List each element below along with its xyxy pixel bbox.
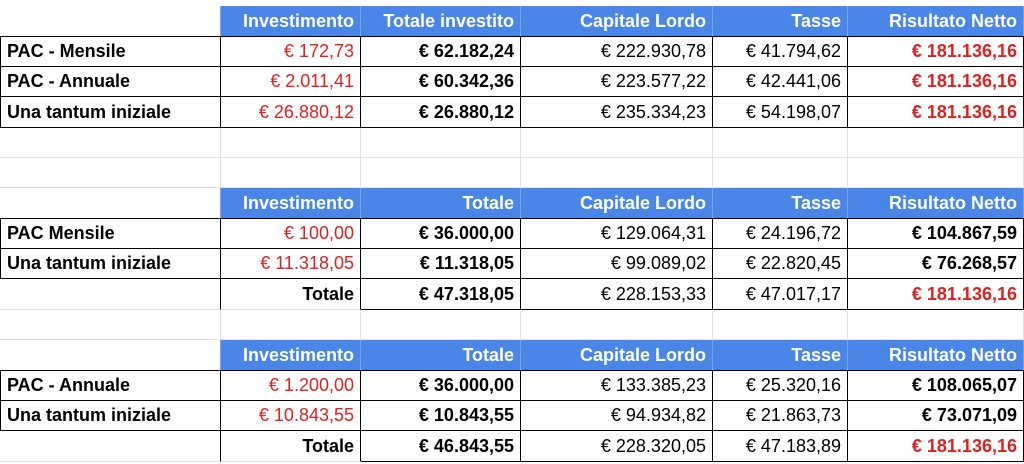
header-empty-cell[interactable] <box>0 6 221 36</box>
empty-cell[interactable] <box>221 310 361 340</box>
investimento-cell[interactable]: € 26.880,12 <box>221 97 361 128</box>
header-capitale-lordo[interactable]: Capitale Lordo <box>521 340 713 370</box>
netto-cell[interactable]: € 76.268,57 <box>848 249 1024 279</box>
total-label[interactable]: Totale <box>221 279 361 310</box>
investimento-cell[interactable]: € 11.318,05 <box>221 249 361 279</box>
tasse-cell[interactable]: € 22.820,45 <box>713 249 848 279</box>
total-row <box>0 279 1024 310</box>
table3-header-row <box>0 340 1024 370</box>
empty-cell[interactable] <box>521 310 713 340</box>
empty-cell[interactable] <box>0 310 221 340</box>
total-totale-cell[interactable]: € 46.843,55 <box>361 431 521 462</box>
capitale-cell[interactable]: € 129.064,31 <box>521 218 713 249</box>
total-netto-cell[interactable]: € 181.136,16 <box>848 279 1024 310</box>
table-row <box>0 67 1024 97</box>
empty-cell[interactable] <box>0 158 221 188</box>
netto-cell[interactable]: € 108.065,07 <box>848 370 1024 401</box>
header-tasse[interactable]: Tasse <box>713 340 848 370</box>
header-empty-cell[interactable] <box>0 188 221 218</box>
header-totale[interactable]: Totale <box>361 188 521 218</box>
header-capitale-lordo[interactable]: Capitale Lordo <box>521 188 713 218</box>
table-row <box>0 401 1024 431</box>
header-totale[interactable]: Totale <box>361 340 521 370</box>
empty-cell[interactable] <box>848 128 1024 158</box>
row-label[interactable]: Una tantum iniziale <box>0 401 221 431</box>
empty-cell[interactable] <box>521 158 713 188</box>
table-row <box>0 36 1024 67</box>
netto-cell[interactable]: € 181.136,16 <box>848 67 1024 97</box>
capitale-cell[interactable]: € 94.934,82 <box>521 401 713 431</box>
header-investimento[interactable]: Investimento <box>221 340 361 370</box>
table-row <box>0 97 1024 128</box>
empty-cell[interactable] <box>0 431 221 462</box>
total-tasse-cell[interactable]: € 47.017,17 <box>713 279 848 310</box>
netto-cell[interactable]: € 104.867,59 <box>848 218 1024 249</box>
investimento-cell[interactable]: € 2.011,41 <box>221 67 361 97</box>
total-tasse-cell[interactable]: € 47.183,89 <box>713 431 848 462</box>
empty-cell[interactable] <box>848 158 1024 188</box>
row-label[interactable]: PAC - Annuale <box>0 67 221 97</box>
header-tasse[interactable]: Tasse <box>713 188 848 218</box>
investimento-cell[interactable]: € 172,73 <box>221 36 361 67</box>
investimento-cell[interactable]: € 10.843,55 <box>221 401 361 431</box>
capitale-cell[interactable]: € 223.577,22 <box>521 67 713 97</box>
empty-cell[interactable] <box>713 158 848 188</box>
total-capitale-cell[interactable]: € 228.320,05 <box>521 431 713 462</box>
capitale-cell[interactable]: € 222.930,78 <box>521 36 713 67</box>
row-label[interactable]: Una tantum iniziale <box>0 97 221 128</box>
totale-cell[interactable]: € 11.318,05 <box>361 249 521 279</box>
table-row <box>0 249 1024 279</box>
netto-cell[interactable]: € 73.071,09 <box>848 401 1024 431</box>
empty-cell[interactable] <box>361 158 521 188</box>
row-label[interactable]: PAC Mensile <box>0 218 221 249</box>
investimento-cell[interactable]: € 1.200,00 <box>221 370 361 401</box>
investimento-cell[interactable]: € 100,00 <box>221 218 361 249</box>
totale-cell[interactable]: € 60.342,36 <box>361 67 521 97</box>
header-risultato-netto[interactable]: Risultato Netto <box>848 340 1024 370</box>
empty-cell[interactable] <box>361 128 521 158</box>
empty-cell[interactable] <box>0 128 221 158</box>
netto-cell[interactable]: € 181.136,16 <box>848 97 1024 128</box>
empty-cell[interactable] <box>221 158 361 188</box>
row-label[interactable]: Una tantum iniziale <box>0 249 221 279</box>
table-row <box>0 218 1024 249</box>
header-capitale-lordo[interactable]: Capitale Lordo <box>521 6 713 36</box>
header-investimento[interactable]: Investimento <box>221 6 361 36</box>
header-tasse[interactable]: Tasse <box>713 6 848 36</box>
header-risultato-netto[interactable]: Risultato Netto <box>848 6 1024 36</box>
empty-cell[interactable] <box>221 128 361 158</box>
header-totale-investito[interactable]: Totale investito <box>361 6 521 36</box>
row-label[interactable]: PAC - Mensile <box>0 36 221 67</box>
total-label[interactable]: Totale <box>221 431 361 462</box>
total-capitale-cell[interactable]: € 228.153,33 <box>521 279 713 310</box>
table-row <box>0 370 1024 401</box>
tasse-cell[interactable]: € 54.198,07 <box>713 97 848 128</box>
empty-row <box>0 310 1024 340</box>
netto-cell[interactable]: € 181.136,16 <box>848 36 1024 67</box>
totale-cell[interactable]: € 36.000,00 <box>361 370 521 401</box>
empty-row <box>0 158 1024 188</box>
row-label[interactable]: PAC - Annuale <box>0 370 221 401</box>
tasse-cell[interactable]: € 21.863,73 <box>713 401 848 431</box>
header-empty-cell[interactable] <box>0 340 221 370</box>
header-investimento[interactable]: Investimento <box>221 188 361 218</box>
table1-header-row <box>0 6 1024 36</box>
tasse-cell[interactable]: € 25.320,16 <box>713 370 848 401</box>
total-totale-cell[interactable]: € 47.318,05 <box>361 279 521 310</box>
totale-cell[interactable]: € 10.843,55 <box>361 401 521 431</box>
header-risultato-netto[interactable]: Risultato Netto <box>848 188 1024 218</box>
empty-cell[interactable] <box>713 310 848 340</box>
empty-cell[interactable] <box>848 310 1024 340</box>
table2-header-row <box>0 188 1024 218</box>
tasse-cell[interactable]: € 24.196,72 <box>713 218 848 249</box>
empty-cell[interactable] <box>361 310 521 340</box>
total-row <box>0 431 1024 462</box>
tasse-cell[interactable]: € 42.441,06 <box>713 67 848 97</box>
total-netto-cell[interactable]: € 181.136,16 <box>848 431 1024 462</box>
totale-cell[interactable]: € 36.000,00 <box>361 218 521 249</box>
empty-cell[interactable] <box>521 128 713 158</box>
capitale-cell[interactable]: € 235.334,23 <box>521 97 713 128</box>
totale-cell[interactable]: € 26.880,12 <box>361 97 521 128</box>
totale-cell[interactable]: € 62.182,24 <box>361 36 521 67</box>
empty-cell[interactable] <box>713 128 848 158</box>
empty-cell[interactable] <box>0 279 221 310</box>
tasse-cell[interactable]: € 41.794,62 <box>713 36 848 67</box>
empty-row <box>0 128 1024 158</box>
capitale-cell[interactable]: € 133.385,23 <box>521 370 713 401</box>
capitale-cell[interactable]: € 99.089,02 <box>521 249 713 279</box>
